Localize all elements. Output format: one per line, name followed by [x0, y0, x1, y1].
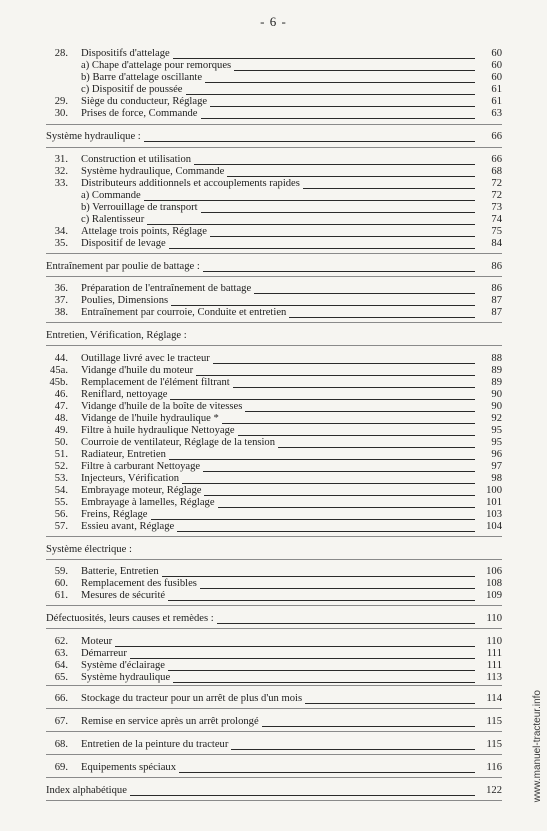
toc-entry — [0, 473, 547, 485]
toc-entry-label: Embrayage moteur, Réglage — [81, 485, 202, 496]
toc-entry-number: 36. — [54, 283, 68, 294]
section-divider — [46, 777, 502, 778]
dot-leader — [169, 459, 475, 460]
dot-leader — [233, 387, 475, 388]
toc-entry-number: 28. — [54, 48, 68, 59]
toc-entry-label: Vidange d'huile de la boîte de vitesses — [81, 401, 243, 412]
toc-entry-label: Outillage livré avec le tracteur — [81, 353, 210, 364]
toc-entry-number: 34. — [54, 226, 68, 237]
dot-leader — [130, 658, 475, 659]
toc-entry-number: 37. — [54, 295, 68, 306]
dot-leader — [170, 399, 475, 400]
toc-page-number: 111 — [486, 648, 502, 659]
toc-entry — [0, 590, 547, 602]
dot-leader — [144, 200, 475, 201]
dot-leader — [130, 795, 475, 796]
toc-entry-label: Freins, Réglage — [81, 509, 148, 520]
dot-leader — [168, 670, 475, 671]
toc-entry — [0, 648, 547, 660]
toc-entry-label: Remplacement de l'élément filtrant — [81, 377, 230, 388]
toc-page-number: 95 — [491, 437, 502, 448]
toc-entry — [0, 636, 547, 648]
toc-entry-number: 35. — [54, 238, 68, 249]
section-divider — [46, 628, 502, 629]
toc-entry-label: Essieu avant, Réglage — [81, 521, 175, 532]
toc-entry-number: 38. — [54, 307, 68, 318]
toc-subentry — [0, 190, 547, 202]
toc-entry — [0, 449, 547, 461]
toc-entry-label: Embrayage à lamelles, Réglage — [81, 497, 215, 508]
toc-entry-label: Dispositif de levage — [81, 238, 166, 249]
toc-page-number: 90 — [491, 401, 502, 412]
toc-entry-number: 57. — [54, 521, 68, 532]
toc-entry — [0, 365, 547, 377]
toc-section-heading — [0, 261, 547, 273]
toc-entry-label: Préparation de l'entraînement de battage — [81, 283, 252, 294]
toc-page-number: 66 — [491, 154, 502, 165]
dot-leader — [168, 600, 475, 601]
toc-page-number: 74 — [491, 214, 502, 225]
toc-entry-label: a) Commande — [81, 190, 141, 201]
toc-page-number: 95 — [491, 425, 502, 436]
toc-entry-number: 63. — [54, 648, 68, 659]
toc-entry-number: 62. — [54, 636, 68, 647]
toc-entry-label: Reniflard, nettoyage — [81, 389, 168, 400]
toc-page-number: 108 — [486, 578, 502, 589]
toc-page-number: 73 — [491, 202, 502, 213]
toc-entry-number: 54. — [54, 485, 68, 496]
toc-page-number: 87 — [491, 307, 502, 318]
dot-leader — [245, 411, 475, 412]
toc-entry-number: 59. — [54, 566, 68, 577]
toc-entry-number: 69. — [54, 762, 68, 773]
section-divider — [46, 605, 502, 606]
toc-entry — [0, 283, 547, 295]
toc-page-number: 116 — [486, 762, 502, 773]
toc-entry-label: Filtre à carburant Nettoyage — [81, 461, 201, 472]
toc-entry — [0, 509, 547, 521]
toc-entry — [0, 353, 547, 365]
dot-leader — [305, 703, 475, 704]
toc-entry-label: Index alphabétique — [46, 785, 127, 796]
toc-page-number: 109 — [486, 590, 502, 601]
section-divider — [46, 536, 502, 537]
toc-entry — [0, 389, 547, 401]
dot-leader — [173, 682, 475, 683]
toc-page-number: 61 — [491, 96, 502, 107]
toc-page-number: 101 — [486, 497, 502, 508]
toc-entry — [0, 578, 547, 590]
dot-leader — [147, 224, 475, 225]
dot-leader — [169, 248, 475, 249]
toc-entry-number: 47. — [54, 401, 68, 412]
toc-entry — [0, 660, 547, 672]
toc-entry — [0, 739, 547, 751]
toc-page-number: 97 — [491, 461, 502, 472]
toc-entry-label: Vidange de l'huile hydraulique * — [81, 413, 219, 424]
toc-entry-label: Système électrique : — [46, 544, 132, 555]
toc-entry-label: Démarreur — [81, 648, 127, 659]
dot-leader — [210, 236, 475, 237]
toc-section-heading — [0, 131, 547, 143]
toc-entry-number: 64. — [54, 660, 68, 671]
toc-page-number: 87 — [491, 295, 502, 306]
section-divider — [46, 345, 502, 346]
toc-entry-number: 48. — [54, 413, 68, 424]
toc-entry-label: Remise en service après un arrêt prolongé — [81, 716, 259, 727]
toc-page-number: 100 — [486, 485, 502, 496]
toc-entry — [0, 166, 547, 178]
toc-entry-label: Siège du conducteur, Réglage — [81, 96, 208, 107]
toc-subentry — [0, 214, 547, 226]
toc-entry-number: 61. — [54, 590, 68, 601]
toc-page-number: 68 — [491, 166, 502, 177]
dot-leader — [177, 531, 475, 532]
toc-page-number: 98 — [491, 473, 502, 484]
toc-section-heading — [0, 785, 547, 797]
toc-entry-number: 56. — [54, 509, 68, 520]
dot-leader — [222, 423, 475, 424]
toc-page-number: 96 — [491, 449, 502, 460]
toc-entry-label: Entraînement par courroie, Conduite et entretien — [81, 307, 287, 318]
dot-leader — [231, 749, 475, 750]
toc-entry-number: 68. — [54, 739, 68, 750]
toc-entry — [0, 437, 547, 449]
dot-leader — [218, 507, 475, 508]
toc-entry-number: 45a. — [50, 365, 68, 376]
toc-entry-label: b) Barre d'attelage oscillante — [81, 72, 203, 83]
toc-page-number: 60 — [491, 48, 502, 59]
dot-leader — [238, 435, 475, 436]
toc-entry-number: 65. — [54, 672, 68, 683]
toc-entry — [0, 497, 547, 509]
dot-leader — [289, 317, 475, 318]
dot-leader — [201, 212, 475, 213]
toc-page-number: 103 — [486, 509, 502, 520]
dot-leader — [196, 375, 475, 376]
toc-entry-number: 44. — [54, 353, 68, 364]
toc-entry-label: Système hydraulique : — [46, 131, 141, 142]
dot-leader — [151, 519, 476, 520]
toc-page-number: 115 — [486, 716, 502, 727]
section-divider — [46, 731, 502, 732]
toc-entry-number: 45b. — [49, 377, 68, 388]
toc-page-number: 89 — [491, 377, 502, 388]
dot-leader — [213, 363, 475, 364]
toc-entry-label: Système hydraulique, Commande — [81, 166, 225, 177]
toc-section-heading — [0, 330, 547, 342]
dot-leader — [254, 293, 475, 294]
toc-entry-label: Entraînement par poulie de battage : — [46, 261, 200, 272]
toc-page-number: 86 — [491, 261, 502, 272]
toc-entry — [0, 485, 547, 497]
toc-entry-label: Moteur — [81, 636, 113, 647]
dot-leader — [217, 623, 475, 624]
dot-leader — [205, 82, 475, 83]
toc-entry-label: c) Ralentisseur — [81, 214, 145, 225]
toc-entry-number: 50. — [54, 437, 68, 448]
toc-entry-label: Equipements spéciaux — [81, 762, 177, 773]
section-divider — [46, 559, 502, 560]
toc-subentry — [0, 72, 547, 84]
toc-entry — [0, 295, 547, 307]
toc-entry-label: Vidange d'huile du moteur — [81, 365, 194, 376]
toc-page-number: 75 — [491, 226, 502, 237]
toc-page-number: 60 — [491, 72, 502, 83]
toc-entry-number: 60. — [54, 578, 68, 589]
dot-leader — [262, 726, 475, 727]
toc-entry — [0, 693, 547, 705]
toc-entry-label: b) Verrouillage de transport — [81, 202, 198, 213]
toc-page-number: 66 — [491, 131, 502, 142]
toc-entry-label: c) Dispositif de poussée — [81, 84, 183, 95]
toc-page-number: 89 — [491, 365, 502, 376]
toc-entry — [0, 226, 547, 238]
dot-leader — [194, 164, 475, 165]
toc-page-number: 115 — [486, 739, 502, 750]
toc-entry-number: 31. — [54, 154, 68, 165]
dot-leader — [303, 188, 475, 189]
toc-entry — [0, 566, 547, 578]
toc-entry-label: Prises de force, Commande — [81, 108, 198, 119]
dot-leader — [200, 588, 475, 589]
dot-leader — [203, 271, 475, 272]
toc-entry-label: a) Chape d'attelage pour remorques — [81, 60, 232, 71]
toc-entry-label: Mesures de sécurité — [81, 590, 166, 601]
dot-leader — [171, 305, 475, 306]
toc-entry-number: 49. — [54, 425, 68, 436]
toc-page-number: 86 — [491, 283, 502, 294]
toc-entry-label: Poulies, Dimensions — [81, 295, 169, 306]
toc-entry-number: 33. — [54, 178, 68, 189]
toc-entry-label: Entretien de la peinture du tracteur — [81, 739, 229, 750]
toc-page-number: 114 — [486, 693, 502, 704]
toc-page-number: 110 — [486, 636, 502, 647]
toc-page-number: 106 — [486, 566, 502, 577]
section-divider — [46, 147, 502, 148]
toc-page-number: 72 — [491, 178, 502, 189]
toc-page-number: 104 — [486, 521, 502, 532]
toc-entry-label: Attelage trois points, Réglage — [81, 226, 207, 237]
toc-entry-number: 66. — [54, 693, 68, 704]
toc-page-number: 61 — [491, 84, 502, 95]
toc-page-number: 113 — [486, 672, 502, 683]
toc-page-number: 88 — [491, 353, 502, 364]
page-number: - 6 - — [260, 14, 287, 29]
dot-leader — [173, 58, 475, 59]
toc-entry — [0, 425, 547, 437]
toc-entry-number: 32. — [54, 166, 68, 177]
toc-page-number: 111 — [486, 660, 502, 671]
toc-entry-number: 30. — [54, 108, 68, 119]
dot-leader — [186, 94, 475, 95]
section-divider — [46, 754, 502, 755]
dot-leader — [115, 646, 475, 647]
toc-entry-number: 29. — [54, 96, 68, 107]
toc-entry — [0, 154, 547, 166]
dot-leader — [201, 118, 475, 119]
dot-leader — [204, 495, 475, 496]
section-divider — [46, 253, 502, 254]
toc-entry — [0, 108, 547, 120]
toc-page-number: 63 — [491, 108, 502, 119]
toc-subentry — [0, 202, 547, 214]
dot-leader — [179, 772, 475, 773]
watermark: www.manuel-tracteur.info — [532, 690, 543, 803]
dot-leader — [162, 576, 475, 577]
toc-entry-label: Courroie de ventilateur, Réglage de la tension — [81, 437, 276, 448]
toc-entry — [0, 762, 547, 774]
toc-entry-label: Batterie, Entretien — [81, 566, 159, 577]
dot-leader — [210, 106, 475, 107]
toc-entry — [0, 672, 547, 684]
toc-entry — [0, 48, 547, 60]
toc-entry-label: Stockage du tracteur pour un arrêt de plus d'un mois — [81, 693, 303, 704]
toc-subentry — [0, 84, 547, 96]
toc-entry-label: Radiateur, Entretien — [81, 449, 166, 460]
toc-entry — [0, 377, 547, 389]
section-divider — [46, 276, 502, 277]
toc-entry-label: Injecteurs, Vérification — [81, 473, 180, 484]
toc-entry — [0, 96, 547, 108]
toc-section-heading — [0, 544, 547, 556]
toc-entry-label: Défectuosités, leurs causes et remèdes : — [46, 613, 214, 624]
toc-entry-label: Dispositifs d'attelage — [81, 48, 170, 59]
toc-page-number: 110 — [486, 613, 502, 624]
toc-entry-number: 52. — [54, 461, 68, 472]
toc-entry — [0, 716, 547, 728]
toc-entry — [0, 307, 547, 319]
toc-entry — [0, 521, 547, 533]
toc-entry-label: Système d'éclairage — [81, 660, 165, 671]
dot-leader — [203, 471, 475, 472]
toc-entry-label: Filtre à huile hydraulique Nettoyage — [81, 425, 235, 436]
toc-entry — [0, 178, 547, 190]
section-divider — [46, 685, 502, 686]
toc-subentry — [0, 60, 547, 72]
toc-page-number: 90 — [491, 389, 502, 400]
toc-entry-label: Construction et utilisation — [81, 154, 192, 165]
toc-entry-number: 67. — [54, 716, 68, 727]
toc-entry — [0, 401, 547, 413]
toc-section-heading — [0, 613, 547, 625]
toc-entry-number: 51. — [54, 449, 68, 460]
toc-entry-label: Distributeurs additionnels et accouplements rapides — [81, 178, 300, 189]
toc-entry — [0, 238, 547, 250]
toc-entry-number: 46. — [54, 389, 68, 400]
dot-leader — [278, 447, 475, 448]
toc-entry — [0, 413, 547, 425]
toc-page-number: 72 — [491, 190, 502, 201]
toc-entry-label: Remplacement des fusibles — [81, 578, 197, 589]
toc-entry-number: 55. — [54, 497, 68, 508]
dot-leader — [227, 176, 475, 177]
dot-leader — [234, 70, 475, 71]
toc-page-number: 84 — [491, 238, 502, 249]
toc-page-number: 122 — [486, 785, 502, 796]
toc-entry-label: Entretien, Vérification, Réglage : — [46, 330, 187, 341]
toc-entry — [0, 461, 547, 473]
section-divider — [46, 708, 502, 709]
toc-entry-label: Système hydraulique — [81, 672, 171, 683]
section-divider — [46, 322, 502, 323]
toc-entry-number: 53. — [54, 473, 68, 484]
toc-page-number: 92 — [491, 413, 502, 424]
section-divider — [46, 124, 502, 125]
section-divider — [46, 800, 502, 801]
dot-leader — [182, 483, 475, 484]
toc-page-number: 60 — [491, 60, 502, 71]
dot-leader — [144, 141, 475, 142]
